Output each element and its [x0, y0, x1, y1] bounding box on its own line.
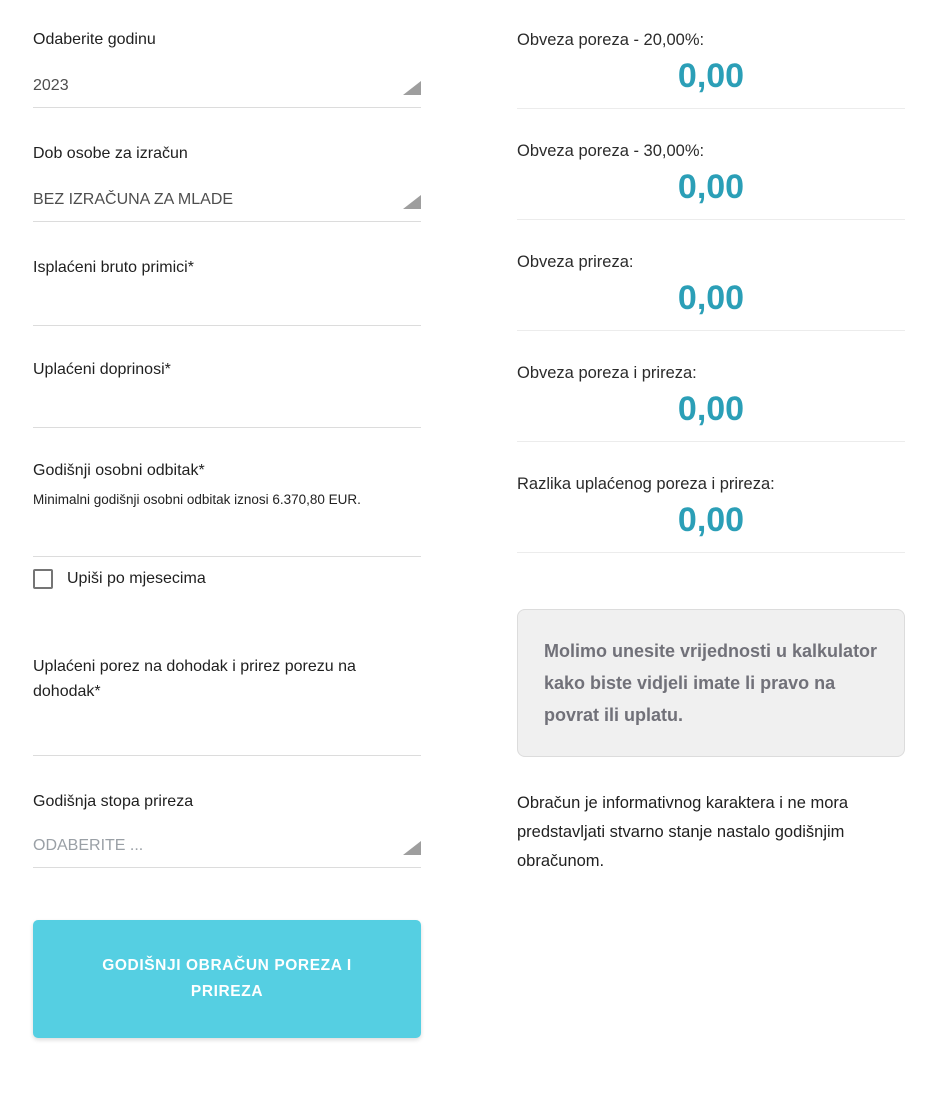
result-label: Razlika uplaćenog poreza i prireza:	[517, 475, 775, 493]
notice-text: Molimo unesite vrijednosti u kalkulator kako biste vidjeli imate li pravo na povrat ili uplatu.	[544, 641, 878, 725]
year-select-value: 2023	[33, 77, 69, 94]
year-label: Odaberite godinu	[33, 31, 156, 48]
paid-tax-input[interactable]	[33, 712, 421, 756]
field-age	[33, 144, 421, 222]
field-underline	[33, 867, 421, 868]
result-label: Obveza prireza:	[517, 253, 634, 271]
calculator-form	[33, 30, 421, 1038]
personal-deduction-input[interactable]	[33, 521, 421, 557]
result-value: 0,00	[677, 501, 745, 539]
gross-income-input[interactable]	[33, 286, 421, 326]
field-gross-income	[33, 258, 421, 326]
result-label: Obveza poreza i prireza:	[517, 364, 697, 382]
result-label: Obveza poreza - 30,00%:	[517, 142, 705, 160]
dropdown-triangle-icon	[403, 81, 421, 95]
field-underline	[33, 221, 421, 222]
field-personal-deduction	[33, 461, 421, 557]
dropdown-triangle-icon	[403, 841, 421, 855]
field-surtax-rate	[33, 792, 421, 868]
dropdown-triangle-icon	[403, 195, 421, 209]
disclaimer-text: Obračun je informativnog karaktera i ne mora predstavljati stvarno stanje nastalo godišnjim obračunom.	[517, 794, 849, 870]
result-value: 0,00	[677, 168, 745, 206]
year-select[interactable]	[33, 76, 421, 96]
results-panel	[517, 30, 905, 1038]
result-value: 0,00	[677, 390, 745, 428]
age-label: Dob osobe za izračun	[33, 145, 188, 162]
surtax-rate-label: Godišnja stopa prireza	[33, 793, 194, 810]
field-year	[33, 30, 421, 108]
result-surtax	[517, 252, 905, 331]
result-value: 0,00	[677, 279, 745, 317]
result-tax-30	[517, 141, 905, 220]
monthly-checkbox-label[interactable]: Upiši po mjesecima	[67, 570, 206, 587]
surtax-rate-placeholder: ODABERITE ...	[33, 837, 144, 854]
surtax-rate-select[interactable]	[33, 836, 421, 856]
personal-deduction-label: Godišnji osobni odbitak*	[33, 462, 205, 479]
monthly-checkbox-row[interactable]	[33, 569, 421, 589]
result-value: 0,00	[677, 57, 745, 95]
age-select-value: BEZ IZRAČUNA ZA MLADE	[33, 191, 234, 208]
personal-deduction-hint: Minimalni godišnji osobni odbitak iznosi 6.370,80 EUR.	[33, 492, 361, 507]
result-difference	[517, 474, 905, 553]
contributions-input[interactable]	[33, 388, 421, 428]
field-contributions	[33, 360, 421, 428]
field-paid-tax	[33, 654, 421, 756]
result-label: Obveza poreza - 20,00%:	[517, 31, 705, 49]
paid-tax-label: Uplaćeni porez na dohodak i prirez porezu na dohodak*	[33, 658, 356, 700]
age-select[interactable]	[33, 190, 421, 210]
field-underline	[33, 107, 421, 108]
gross-income-label: Isplaćeni bruto primici*	[33, 259, 194, 276]
result-tax-and-surtax	[517, 363, 905, 442]
calculate-button[interactable]: GODIŠNJI OBRAČUN POREZA I PRIREZA	[33, 920, 421, 1038]
checkbox-unchecked-icon[interactable]	[33, 569, 53, 589]
contributions-label: Uplaćeni doprinosi*	[33, 361, 171, 378]
notice-box	[517, 609, 905, 757]
result-tax-20	[517, 30, 905, 109]
